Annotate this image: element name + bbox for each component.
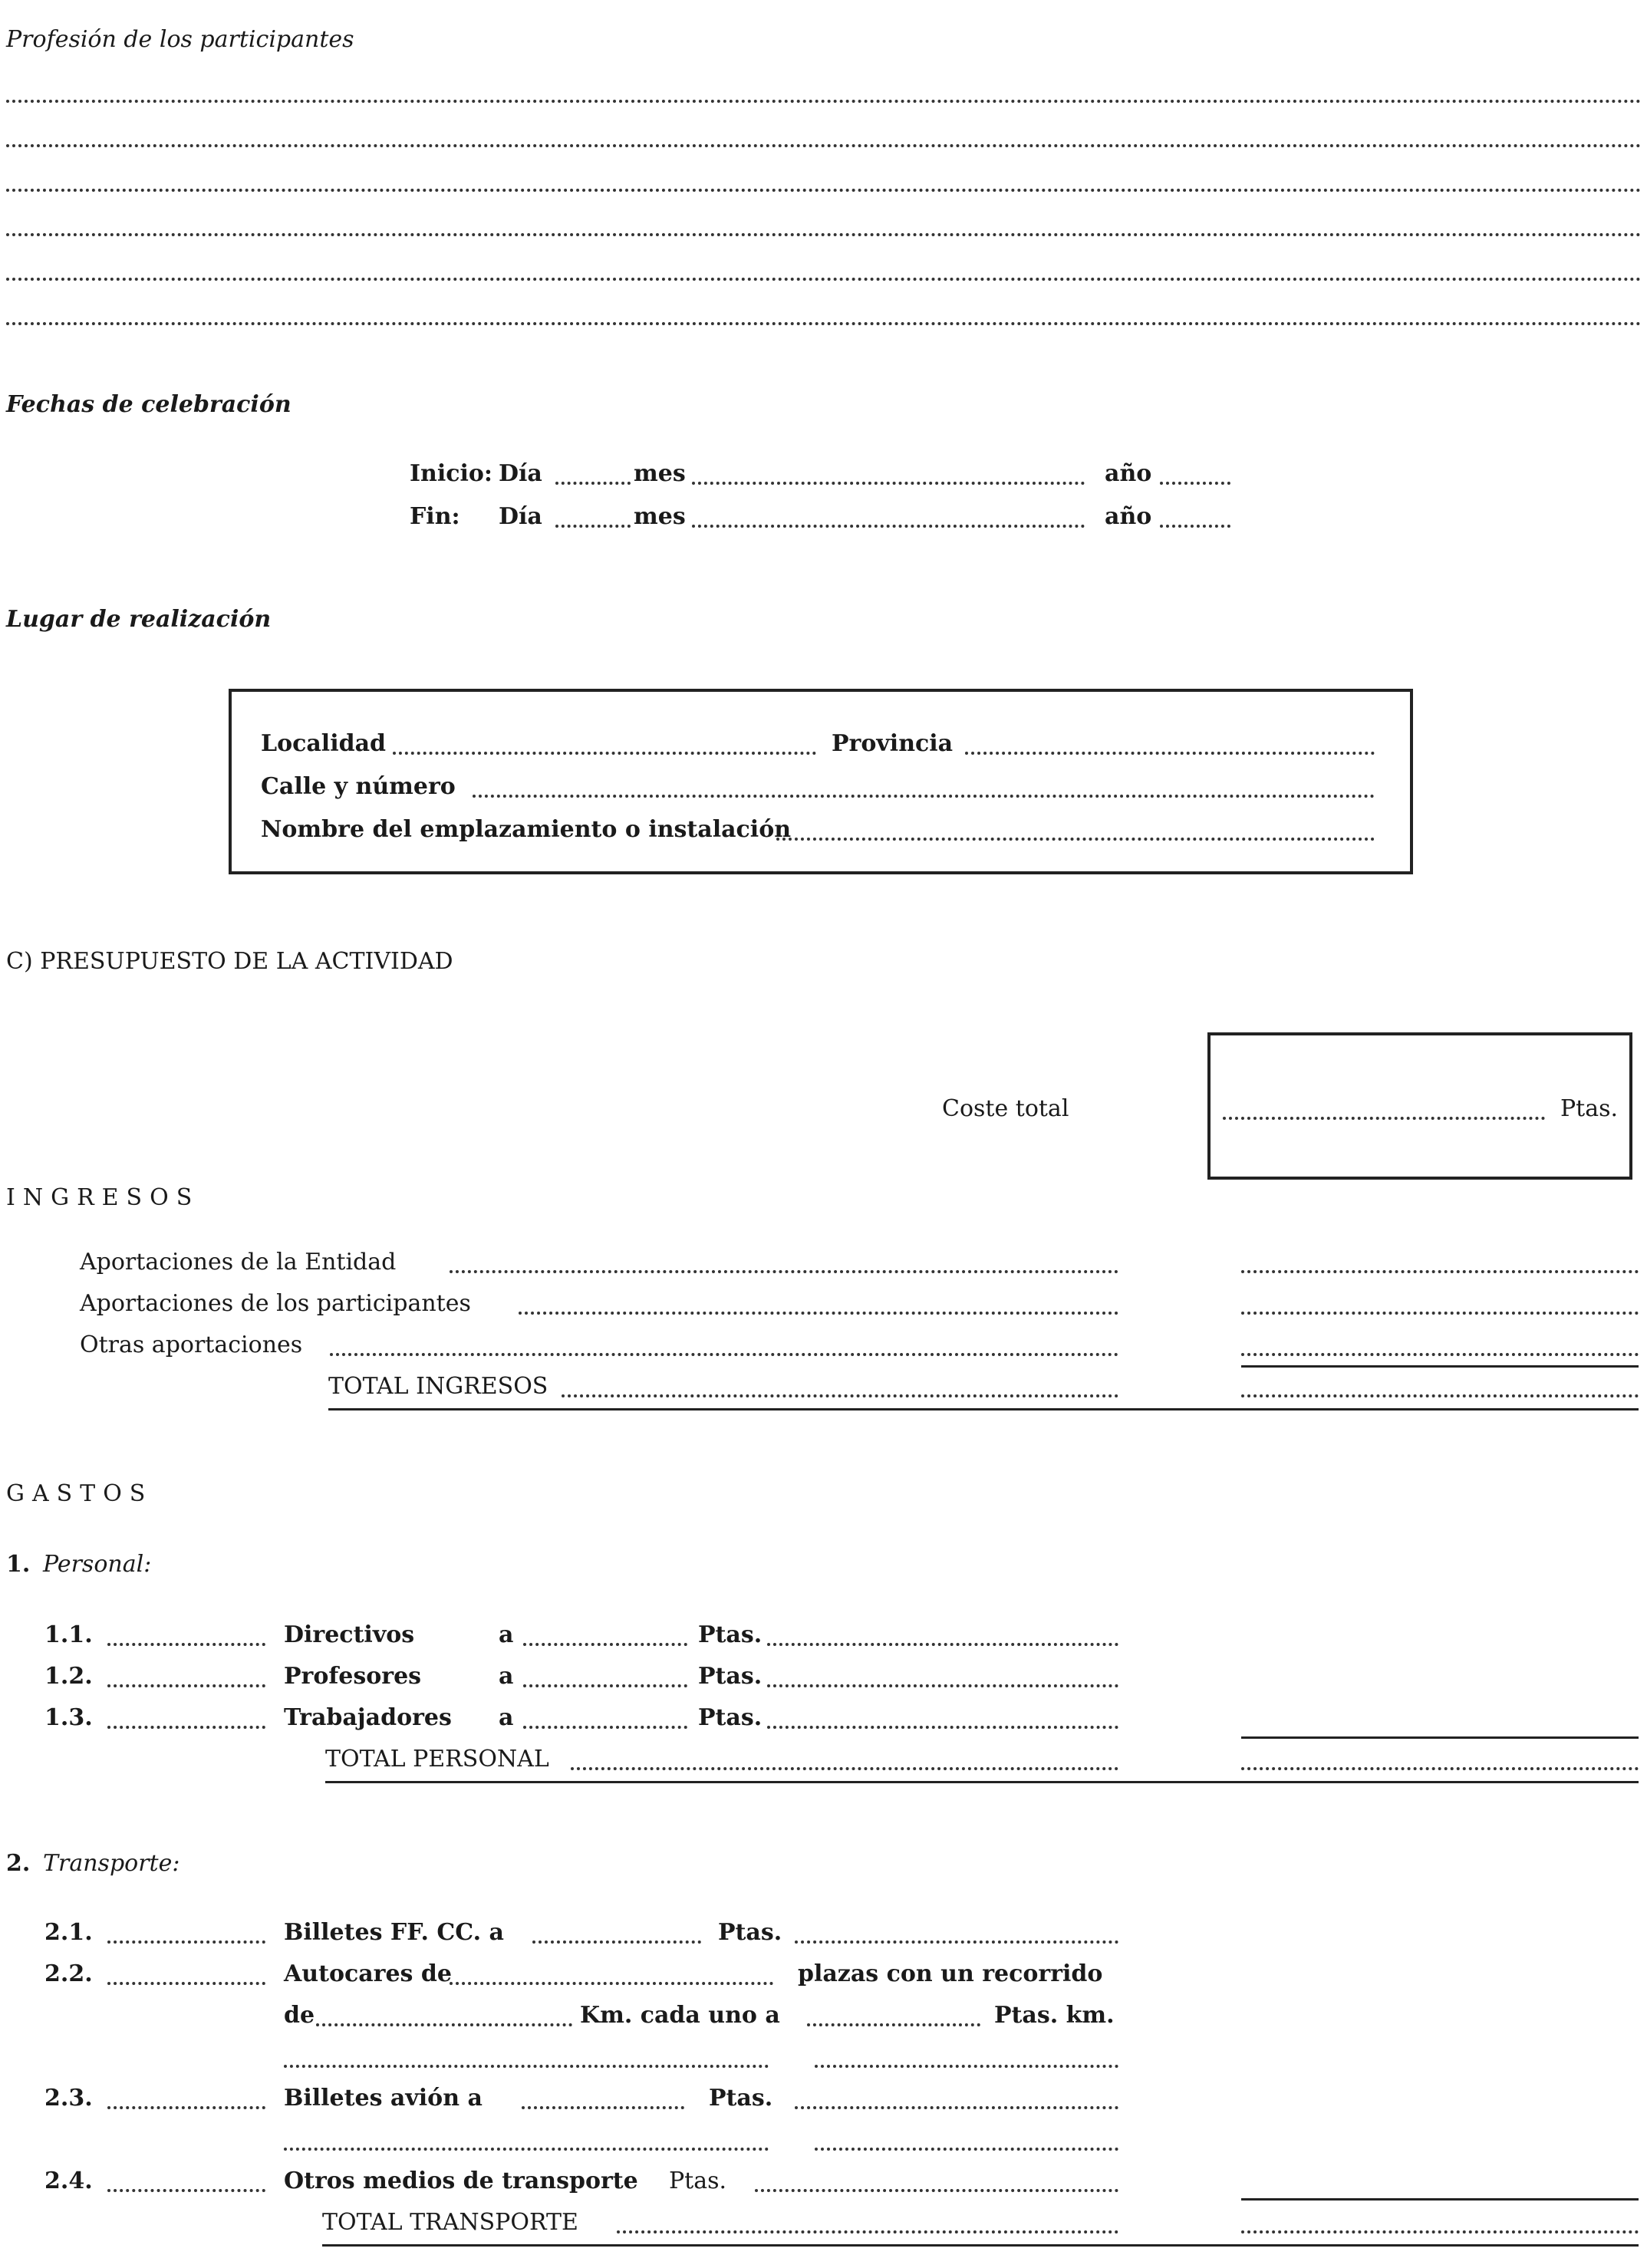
transporte-2-3-total[interactable]	[815, 2148, 1118, 2151]
transporte-2-1-ptas: Ptas.	[718, 1919, 782, 1946]
profesion-line-2[interactable]	[6, 144, 1642, 147]
fecha-fin-label: Fin:	[410, 503, 460, 530]
fecha-fin-ano-field[interactable]	[1160, 525, 1230, 528]
transporte-2-4-label: Otros medios de transporte	[284, 2168, 638, 2194]
personal-1-1-ptas: Ptas.	[698, 1621, 763, 1648]
personal-1-2-amount[interactable]	[767, 1684, 1118, 1687]
transporte-2-4-num: 2.4.	[44, 2168, 93, 2194]
transporte-2-2-ptaskm: Ptas. km.	[994, 2002, 1115, 2029]
transporte-2-3-amount[interactable]	[795, 2106, 1118, 2109]
personal-1-2-num: 1.2.	[44, 1663, 93, 1690]
coste-total-field[interactable]	[1223, 1117, 1545, 1120]
total-ingresos-label: TOTAL INGRESOS	[328, 1373, 548, 1400]
personal-1-2-qty[interactable]	[107, 1684, 265, 1687]
localidad-label: Localidad	[261, 730, 386, 757]
personal-1-3-a: a	[499, 1704, 514, 1731]
total-ingresos-leader	[562, 1394, 1118, 1397]
profesion-line-1[interactable]	[6, 100, 1642, 103]
profesion-line-6[interactable]	[6, 322, 1642, 325]
personal-1-2-rate[interactable]	[523, 1684, 687, 1687]
fecha-inicio-mes-field[interactable]	[692, 482, 1085, 485]
transporte-2-4-ptas: Ptas.	[669, 2168, 727, 2194]
total-transporte-label: TOTAL TRANSPORTE	[322, 2209, 578, 2236]
transporte-sum-rule	[1241, 2198, 1639, 2201]
total-personal-rule	[325, 1781, 1639, 1783]
fecha-fin-dia-field[interactable]	[555, 525, 631, 528]
transporte-2-2-km-label: Km. cada uno a	[580, 2002, 780, 2029]
personal-sum-rule	[1241, 1736, 1639, 1739]
localidad-field[interactable]	[393, 752, 816, 755]
transporte-2-2-label: Autocares de	[284, 1960, 452, 1987]
personal-1-3-ptas: Ptas.	[698, 1704, 763, 1731]
personal-1-2-label: Profesores	[284, 1663, 422, 1690]
personal-1-1-qty[interactable]	[107, 1643, 265, 1646]
personal-1-1-rate[interactable]	[523, 1643, 687, 1646]
transporte-2-3-qty[interactable]	[107, 2106, 265, 2109]
personal-1-1-num: 1.1.	[44, 1621, 93, 1648]
total-personal-amount[interactable]	[1241, 1767, 1639, 1770]
total-transporte-leader	[617, 2230, 1118, 2233]
total-personal-leader	[571, 1767, 1118, 1770]
total-personal-label: TOTAL PERSONAL	[325, 1746, 549, 1773]
personal-1-3-label: Trabajadores	[284, 1704, 452, 1731]
provincia-field[interactable]	[965, 752, 1375, 755]
personal-1-2-ptas: Ptas.	[698, 1663, 763, 1690]
transporte-num: 2.	[6, 1850, 31, 1877]
fecha-inicio-dia-label: Día	[499, 460, 542, 487]
calle-field[interactable]	[473, 795, 1375, 798]
total-transporte-rule	[322, 2244, 1639, 2247]
profesion-heading: Profesión de los participantes	[6, 26, 354, 53]
ingresos-item-participantes: Aportaciones de los participantes	[80, 1290, 471, 1317]
calle-label: Calle y número	[261, 773, 456, 800]
fecha-inicio-mes-label: mes	[634, 460, 686, 487]
gastos-heading: GASTOS	[6, 1480, 153, 1507]
fecha-fin-ano-label: año	[1105, 503, 1152, 530]
fechas-heading: Fechas de celebración	[6, 391, 292, 418]
personal-1-3-rate[interactable]	[523, 1726, 687, 1729]
emplazamiento-field[interactable]	[776, 838, 1375, 841]
ingresos-otras-amount[interactable]	[1241, 1353, 1639, 1356]
transporte-2-1-rate[interactable]	[532, 1940, 701, 1944]
profesion-line-4[interactable]	[6, 233, 1642, 236]
ingresos-item-entidad: Aportaciones de la Entidad	[80, 1249, 397, 1276]
fecha-inicio-label: Inicio:	[410, 460, 492, 487]
profesion-line-3[interactable]	[6, 189, 1642, 192]
fecha-inicio-ano-label: año	[1105, 460, 1152, 487]
ingresos-item-otras: Otras aportaciones	[80, 1332, 303, 1358]
transporte-2-3-leader	[284, 2148, 769, 2151]
fecha-fin-dia-label: Día	[499, 503, 542, 530]
personal-1-1-label: Directivos	[284, 1621, 415, 1648]
ingresos-leader-2	[519, 1312, 1118, 1315]
presupuesto-heading: C) PRESUPUESTO DE LA ACTIVIDAD	[6, 948, 453, 975]
fecha-fin-mes-label: mes	[634, 503, 686, 530]
personal-1-1-amount[interactable]	[767, 1643, 1118, 1646]
transporte-2-2-plazas-label: plazas con un recorrido	[798, 1960, 1103, 1987]
lugar-heading: Lugar de realización	[6, 606, 272, 633]
transporte-2-4-amount[interactable]	[755, 2189, 1118, 2192]
personal-1-3-amount[interactable]	[767, 1726, 1118, 1729]
transporte-2-1-qty[interactable]	[107, 1940, 265, 1944]
transporte-2-2-de: de	[284, 2002, 315, 2029]
fecha-inicio-dia-field[interactable]	[555, 482, 631, 485]
transporte-2-1-label: Billetes FF. CC. a	[284, 1919, 504, 1946]
transporte-2-3-label: Billetes avión a	[284, 2085, 483, 2112]
ingresos-participantes-amount[interactable]	[1241, 1312, 1639, 1315]
fecha-inicio-ano-field[interactable]	[1160, 482, 1230, 485]
ingresos-entidad-amount[interactable]	[1241, 1270, 1639, 1273]
personal-1-2-a: a	[499, 1663, 514, 1690]
ingresos-sum-rule	[1241, 1365, 1639, 1368]
ingresos-leader-3	[330, 1353, 1118, 1356]
personal-1-3-qty[interactable]	[107, 1726, 265, 1729]
total-ingresos-rule	[328, 1408, 1639, 1411]
ingresos-heading: INGRESOS	[6, 1184, 200, 1211]
personal-1-3-num: 1.3.	[44, 1704, 93, 1731]
coste-total-label: Coste total	[942, 1095, 1069, 1122]
provincia-label: Provincia	[832, 730, 954, 757]
personal-heading: Personal:	[43, 1551, 152, 1578]
transporte-2-3-num: 2.3.	[44, 2085, 93, 2112]
personal-1-1-a: a	[499, 1621, 514, 1648]
transporte-2-2-num: 2.2.	[44, 1960, 93, 1987]
transporte-2-2-leader	[284, 2065, 769, 2068]
ingresos-leader-1	[450, 1270, 1118, 1273]
profesion-line-5[interactable]	[6, 278, 1642, 281]
total-ingresos-amount[interactable]	[1241, 1394, 1639, 1397]
emplazamiento-label: Nombre del emplazamiento o instalación	[261, 816, 792, 843]
total-transporte-amount[interactable]	[1241, 2230, 1639, 2233]
transporte-2-3-rate[interactable]	[522, 2106, 684, 2109]
coste-total-ptas: Ptas.	[1560, 1095, 1619, 1122]
transporte-2-1-amount[interactable]	[795, 1940, 1118, 1944]
personal-num: 1.	[6, 1551, 31, 1578]
transporte-2-2-rate[interactable]	[807, 2023, 980, 2026]
transporte-2-2-qty[interactable]	[107, 1982, 265, 1985]
transporte-2-4-qty[interactable]	[107, 2189, 265, 2192]
transporte-2-2-plazas[interactable]	[450, 1982, 773, 1985]
fecha-fin-mes-field[interactable]	[692, 525, 1085, 528]
transporte-2-2-km[interactable]	[316, 2023, 572, 2026]
transporte-heading: Transporte:	[43, 1850, 180, 1877]
transporte-2-1-num: 2.1.	[44, 1919, 93, 1946]
transporte-2-2-amount[interactable]	[815, 2065, 1118, 2068]
transporte-2-3-ptas: Ptas.	[709, 2085, 773, 2112]
